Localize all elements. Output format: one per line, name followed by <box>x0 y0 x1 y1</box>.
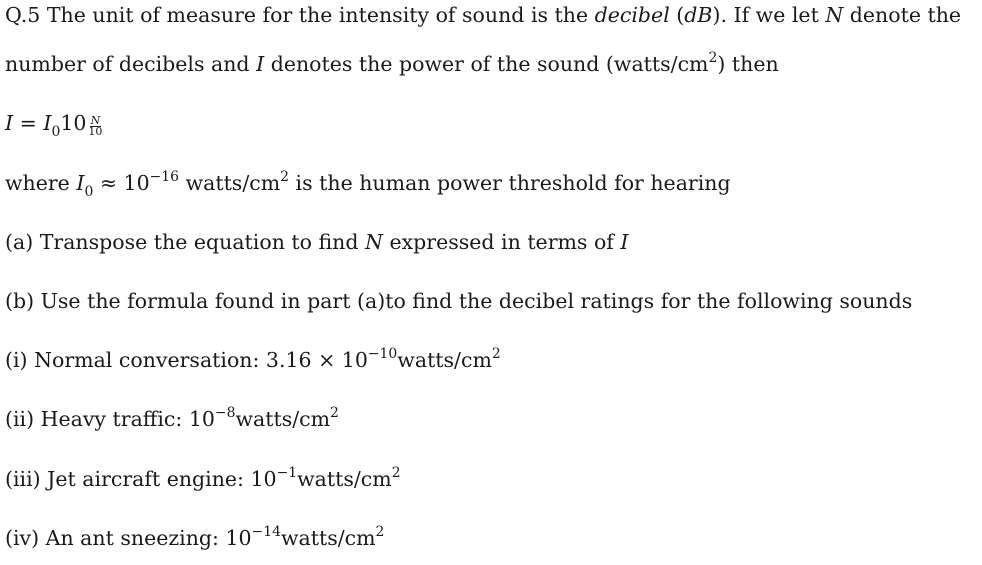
item-label: (iv) An ant sneezing: 10 <box>5 526 252 550</box>
item-normal-conversation <box>5 347 501 373</box>
part-a-variable-i: I <box>620 230 629 254</box>
intro-tail-text: denote the <box>843 3 962 27</box>
threshold-line <box>5 168 731 200</box>
item-exponent: −10 <box>367 345 398 362</box>
threshold-approx: ≈ 10 <box>93 171 150 195</box>
threshold-variable: I <box>76 171 85 195</box>
item-unit-exponent: 2 <box>330 404 339 421</box>
part-a <box>5 229 629 255</box>
item-unit: watts/cm <box>397 348 492 372</box>
exponent-fraction <box>87 113 103 138</box>
equals-sign: = <box>13 111 44 135</box>
item-exponent: −8 <box>214 404 236 421</box>
decibel-term: decibel <box>594 3 670 27</box>
equation-line <box>5 110 103 140</box>
item-heavy-traffic <box>5 406 339 432</box>
item-ant-sneezing <box>5 525 384 551</box>
threshold-unit-exponent: 2 <box>280 168 290 185</box>
unit-exponent: 2 <box>708 49 718 66</box>
db-symbol: dB <box>684 3 713 27</box>
item-exponent: −1 <box>276 464 298 481</box>
intro-text: Q.5 The unit of measure for the intensity of sound is the <box>5 3 595 27</box>
item-unit-exponent: 2 <box>391 464 401 481</box>
item-label: (iii) Jet aircraft engine: 10 <box>5 467 277 491</box>
part-b <box>5 288 912 314</box>
question-intro-line <box>5 2 961 28</box>
threshold-variable-subscript: 0 <box>84 183 94 200</box>
definition-text: number of decibels and <box>5 52 257 76</box>
threshold-tail: is the human power threshold for hearing <box>289 171 731 195</box>
intro-mid-text: ). If we let <box>712 3 826 27</box>
part-a-mid-text: expressed in terms of <box>382 230 621 254</box>
item-unit-exponent: 2 <box>491 345 501 362</box>
item-label: (i) Normal conversation: 3.16 × 10 <box>5 348 368 372</box>
fraction-numerator: N <box>90 113 101 127</box>
definition-mid-text: denotes the power of the sound (watts/cm <box>264 52 709 76</box>
question-definition-line <box>5 51 779 77</box>
definition-tail-text: ) then <box>717 52 779 76</box>
threshold-symbol: I <box>43 111 52 135</box>
variable-n: N <box>825 3 844 27</box>
item-unit: watts/cm <box>297 467 392 491</box>
item-exponent: −14 <box>251 523 281 540</box>
item-unit-exponent: 2 <box>375 523 385 540</box>
threshold-unit: watts/cm <box>179 171 281 195</box>
part-a-text: (a) Transpose the equation to find <box>5 230 366 254</box>
power-base: 10 <box>60 111 87 135</box>
part-b-text: (b) Use the formula found in part (a)to find the decibel ratings for the following sounds <box>5 289 913 313</box>
threshold-prefix: where <box>5 171 77 195</box>
item-jet-engine <box>5 466 401 492</box>
equation-lhs: I <box>5 111 14 135</box>
item-label: (ii) Heavy traffic: 10 <box>5 407 215 431</box>
part-a-variable-n: N <box>365 230 383 254</box>
paren-open: ( <box>669 3 685 27</box>
threshold-exponent: −16 <box>149 168 180 185</box>
fraction-denominator: 10 <box>88 124 103 138</box>
item-unit: watts/cm <box>280 526 376 550</box>
item-unit: watts/cm <box>235 407 331 431</box>
variable-i: I <box>256 52 265 76</box>
threshold-subscript: 0 <box>51 123 61 140</box>
